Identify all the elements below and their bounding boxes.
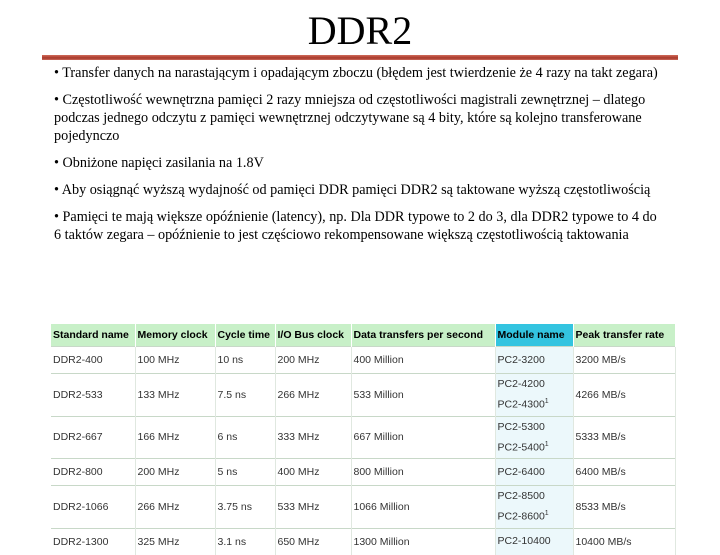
table-cell: 4266 MB/s: [573, 374, 675, 417]
table-cell: DDR2-667: [51, 416, 135, 459]
table-cell: 3.75 ns: [215, 486, 275, 529]
table-cell: 400 Million: [351, 347, 495, 374]
table-row: [51, 486, 675, 529]
footnote-mark: 1: [544, 440, 549, 448]
footnote-mark: 1: [544, 510, 549, 517]
table-row: [51, 374, 675, 417]
bullet-item: • Transfer danych na narastającym i opadającym zboczu (błędem jest twierdzenie że 4 razy na takt zegara): [54, 65, 658, 81]
slide-title: DDR2: [307, 8, 413, 53]
module-name: PC2-4200: [497, 378, 545, 390]
table-cell: 333 MHz: [275, 416, 351, 459]
table-cell: 533 MHz: [275, 486, 351, 529]
table-cell: 8533 MB/s: [573, 486, 675, 529]
table-cell: 1066 Million: [351, 486, 495, 529]
table-cell: 133 MHz: [135, 374, 215, 417]
table-cell: DDR2-800: [51, 459, 135, 486]
table-cell: 200 MHz: [275, 347, 351, 374]
table-cell: DDR2-1066: [51, 486, 135, 529]
ddr2-spec-table: [51, 324, 675, 548]
table-cell: 5 ns: [215, 459, 275, 486]
table-cell: [495, 486, 573, 529]
module-name: PC2-8600: [497, 510, 545, 523]
column-header: Memory clock: [135, 324, 215, 347]
module-name: PC2-6400: [497, 465, 545, 478]
table-cell: 10400 MB/s: [573, 528, 675, 555]
table-cell: DDR2-533: [51, 374, 135, 417]
column-header: Cycle time: [215, 324, 275, 347]
table-cell: 667 Million: [351, 416, 495, 459]
column-header: Module name: [495, 324, 573, 347]
title-underline: [42, 55, 678, 60]
table-cell: 200 MHz: [135, 459, 215, 486]
module-name: PC2-3200: [497, 353, 545, 366]
table-cell: 6400 MB/s: [573, 459, 675, 486]
column-header: I/O Bus clock: [275, 324, 351, 347]
table-cell: 100 MHz: [135, 347, 215, 374]
table-cell: 7.5 ns: [215, 374, 275, 417]
table-cell: 325 MHz: [135, 528, 215, 555]
table-row: [51, 459, 675, 486]
table-row: [51, 528, 675, 555]
bullet-item: • Aby osiągnąć wyższą wydajność od pamięci DDR pamięci DDR2 są taktowane wyższą częstotliwością: [54, 182, 651, 198]
bullet-item: • Częstotliwość wewnętrzna pamięci 2 razy mniejsza od częstotliwości magistrali zewnętrznej – dlatego podczas jednego odczytu z pamięci wewnętrznej odczytywane są 4 bity, które są kolejno transferowane pojedynczo: [54, 92, 646, 144]
table-cell: DDR2-400: [51, 347, 135, 374]
table-cell: 6 ns: [215, 416, 275, 459]
module-name: PC2-5300: [497, 420, 545, 433]
table-cell: 650 MHz: [275, 528, 351, 555]
column-header: Standard name: [51, 324, 135, 347]
column-header: Data transfers per second: [351, 324, 495, 347]
table-cell: [495, 528, 573, 555]
table-cell: [495, 374, 573, 417]
table-cell: 3200 MB/s: [573, 347, 675, 374]
table-cell: 1300 Million: [351, 528, 495, 555]
table-cell: 800 Million: [351, 459, 495, 486]
module-name: PC2-10400: [497, 535, 551, 547]
table-cell: 400 MHz: [275, 459, 351, 486]
table-cell: 266 MHz: [135, 486, 215, 529]
bullet-list: [54, 64, 664, 253]
table-cell: 166 MHz: [135, 416, 215, 459]
table-cell: 5333 MB/s: [573, 416, 675, 459]
bullet-item: • Obniżone napięci zasilania na 1.8V: [54, 155, 264, 171]
module-name: PC2-5400: [497, 441, 545, 453]
table-cell: 3.1 ns: [215, 528, 275, 555]
module-name: PC2-4300: [497, 398, 545, 411]
bullet-item: • Pamięci te mają większe opóźnienie (latency), np. Dla DDR typowe to 2 do 3, dla DDR2 typowe to 4 do 6 taktów zegara – opóźnienie to jest częściowo rekompensowane większą częstotliwością taktowania: [54, 209, 657, 243]
table-header-row: [51, 324, 675, 347]
table-cell: 266 MHz: [275, 374, 351, 417]
table-cell: [495, 347, 573, 374]
table-cell: [495, 416, 573, 459]
table-cell: DDR2-1300: [51, 528, 135, 555]
table-cell: 533 Million: [351, 374, 495, 417]
table-cell: [495, 459, 573, 486]
table-row: [51, 347, 675, 374]
module-name: PC2-8500: [497, 490, 545, 502]
table-cell: 10 ns: [215, 347, 275, 374]
table-row: [51, 416, 675, 459]
footnote-mark: 1: [544, 398, 549, 405]
column-header: Peak transfer rate: [573, 324, 675, 347]
